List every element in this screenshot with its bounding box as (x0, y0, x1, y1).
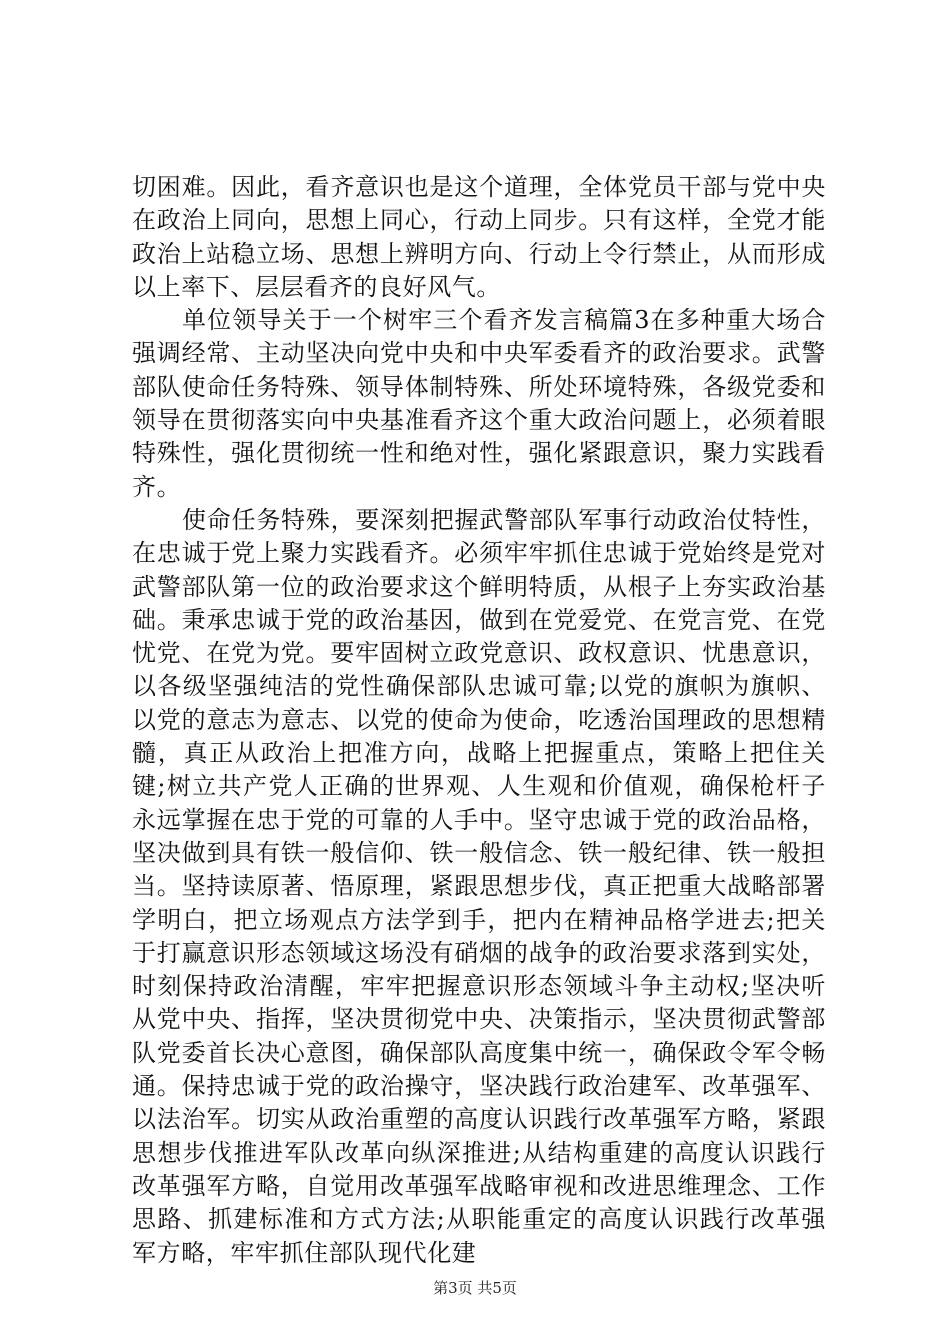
paragraph-1: 切困难。因此，看齐意识也是这个道理，全体党员干部与党中央在政治上同向，思想上同心，行动上同步。只有这样，全党才能政治上站稳立场、思想上辨明方向、行动上令行禁止，从而形成以上率下、层层看齐的良好风气。 (132, 173, 826, 301)
page-number-footer: 第3页 共5页 (433, 1279, 517, 1297)
document-body (132, 171, 826, 1270)
paragraph-3: 使命任务特殊，要深刻把握武警部队军事行动政治仗特性，在忠诚于党上聚力实践看齐。必须牢牢抓住忠诚于党始终是党对武警部队第一位的政治要求这个鲜明特质，从根子上夯实政治基础。秉承忠诚于党的政治基因，做到在党爱党、在党言党、在党忧党、在党为党。要牢固树立政党意识、政权意识、忧患意识，以各级坚强纯洁的党性确保部队忠诚可靠;以党的旗帜为旗帜、以党的意志为意志、以党的使命为使命，吃透治国理政的思想精髓，真正从政治上把准方向，战略上把握重点，策略上把住关键;树立共产党人正确的世界观、人生观和价值观，确保枪杆子永远掌握在忠于党的可靠的人手中。坚守忠诚于党的政治品格，坚决做到具有铁一般信仰、铁一般信念、铁一般纪律、铁一般担当。坚持读原著、悟原理，紧跟思想步伐，真正把重大战略部署学明白，把立场观点方法学到手，把内在精神品格学进去;把关于打赢意识形态领域这场没有硝烟的战争的政治要求落到实处，时刻保持政治清醒，牢牢把握意识形态领域斗争主动权;坚决听从党中央、指挥，坚决贯彻党中央、决策指示，坚决贯彻武警部队党委首长决心意图，确保部队高度集中统一，确保政令军令畅通。保持忠诚于党的政治操守，坚决践行政治建军、改革强军、以法治军。切实从政治重塑的高度认识践行改革强军方略，紧跟思想步伐推进军队改革向纵深推进;从结构重建的高度认识践行改革强军方略，自觉用改革强军战略审视和改进思维理念、工作思路、抓建标准和方式方法;从职能重定的高度认识践行改革强军方略，牢牢抓住部队现代化建 (132, 505, 826, 1267)
paragraph-2: 单位领导关于一个树牢三个看齐发言稿篇3在多种重大场合强调经常、主动坚决向党中央和中央军委看齐的政治要求。武警部队使命任务特殊、领导体制特殊、所处环境特殊，各级党委和领导在贯彻落实向中央基准看齐这个重大政治问题上，必须着眼特殊性，强化贯彻统一性和绝对性，强化紧跟意识，聚力实践看齐。 (132, 306, 826, 501)
